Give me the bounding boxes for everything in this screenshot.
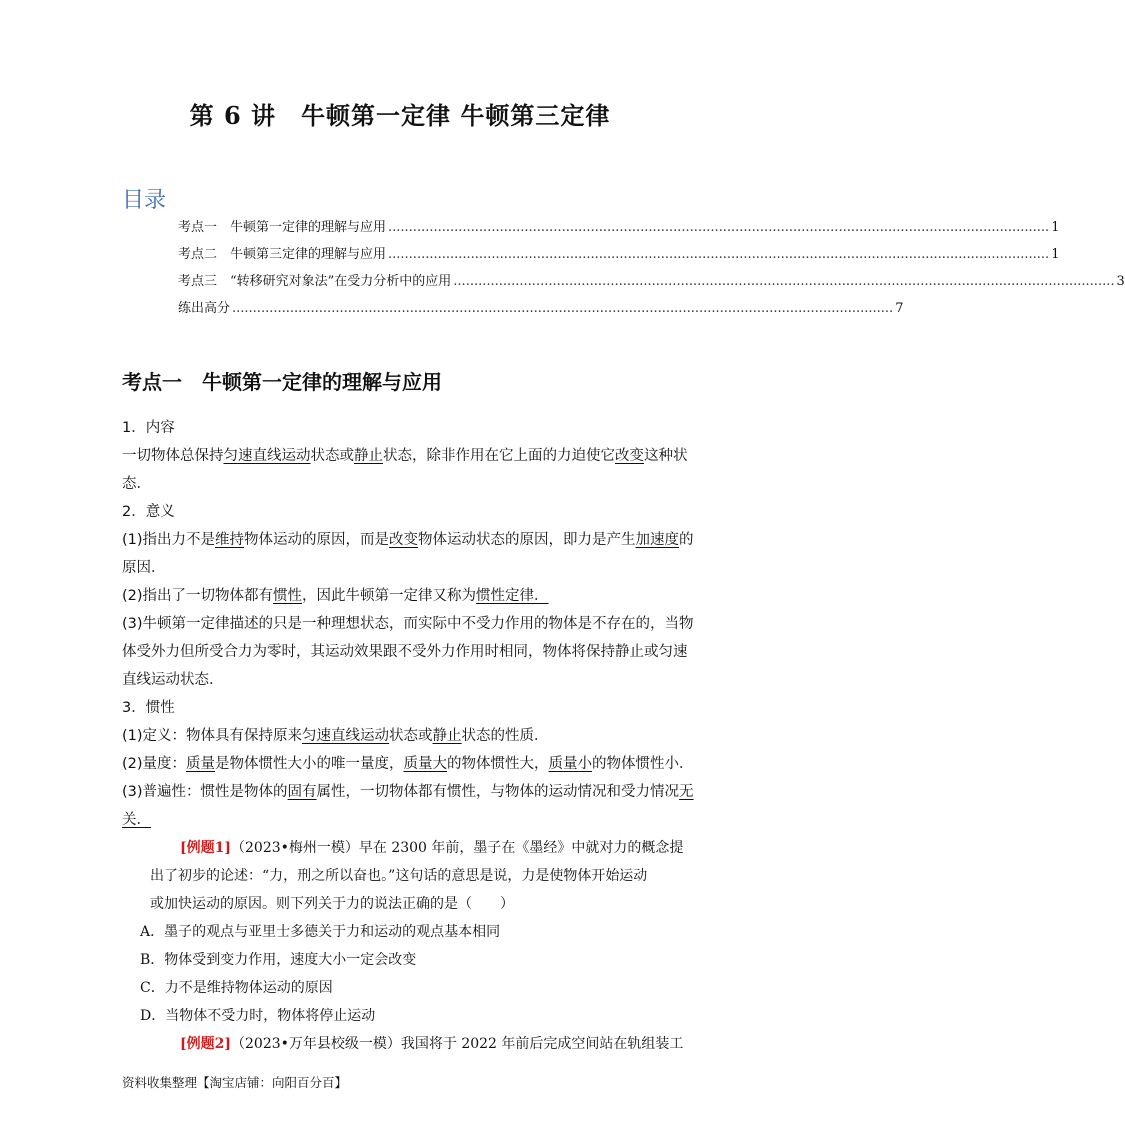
toc-leader-dots: ................................................................................................................................................................ bbox=[232, 301, 894, 316]
body-line: (3)牛顿第一定律描述的只是一种理想状态，而实际中不受力作用的物体是不存在的，当物 bbox=[122, 616, 694, 632]
option-c[interactable]: C．力不是维持物体运动的原因 bbox=[140, 980, 333, 996]
toc-item-label: 考点一 牛顿第一定律的理解与应用 bbox=[178, 220, 387, 235]
body-line: 原因． bbox=[122, 560, 166, 576]
toc-leader-dots: ................................................................................................................................................................ bbox=[388, 247, 1050, 262]
section-heading: 考点一 牛顿第一定律的理解与应用 bbox=[122, 370, 442, 394]
option-a[interactable]: A．墨子的观点与亚里士多德关于力和运动的观点基本相同 bbox=[140, 924, 501, 940]
body-line: (2)量度：质量是物体惯性大小的唯一量度，质量大的物体惯性大，质量小的物体惯性小． bbox=[122, 756, 694, 772]
body-line: 关． bbox=[122, 812, 151, 828]
page-title: 第 6 讲 牛顿第一定律 牛顿第三定律 bbox=[189, 101, 611, 130]
toc-item[interactable] bbox=[178, 270, 1125, 290]
toc-leader-dots: ................................................................................................................................................................ bbox=[453, 274, 1115, 289]
example-1-line: 或加快运动的原因。则下列关于力的说法正确的是（ ） bbox=[150, 896, 514, 912]
toc-item-label: 练出高分 bbox=[178, 301, 231, 316]
toc-item[interactable] bbox=[178, 243, 1060, 263]
body-line: 态． bbox=[122, 476, 151, 492]
toc-heading: 目录 bbox=[122, 188, 167, 213]
option-d[interactable]: D．当物体不受力时，物体将停止运动 bbox=[140, 1008, 376, 1024]
paragraph-number: 1．内容 bbox=[122, 420, 175, 436]
toc-item-page: 1 bbox=[1051, 220, 1060, 235]
option-b[interactable]: B．物体受到变力作用，速度大小一定会改变 bbox=[140, 952, 417, 968]
example-1-line: 出了初步的论述：“力，刑之所以奋也。”这句话的意思是说，力是使物体开始运动 bbox=[150, 868, 648, 884]
toc-item-label: 考点三 “转移研究对象法”在受力分析中的应用 bbox=[178, 274, 452, 289]
toc-item[interactable] bbox=[178, 216, 1060, 236]
toc-item-page: 1 bbox=[1051, 247, 1060, 262]
body-line: 体受外力但所受合力为零时，其运动效果跟不受外力作用时相同，物体将保持静止或匀速 bbox=[122, 644, 688, 660]
body-line: (1)指出力不是维持物体运动的原因，而是改变物体运动状态的原因，即力是产生加速度的 bbox=[122, 532, 694, 548]
paragraph-number: 2．意义 bbox=[122, 504, 175, 520]
toc-item-page: 7 bbox=[895, 301, 904, 316]
example-tag: [例题1] bbox=[180, 840, 231, 856]
footer-note: 资料收集整理【淘宝店铺：向阳百分百】 bbox=[122, 1075, 348, 1090]
body-line: (3)普遍性：惯性是物体的固有属性，一切物体都有惯性，与物体的运动情况和受力情况无 bbox=[122, 784, 694, 800]
toc-item[interactable] bbox=[178, 297, 904, 317]
paragraph-number: 3．惯性 bbox=[122, 700, 175, 716]
toc-item-page: 3 bbox=[1116, 274, 1125, 289]
example-tag: [例题2] bbox=[180, 1036, 231, 1052]
toc-leader-dots: ................................................................................................................................................................ bbox=[388, 220, 1050, 235]
example-2-line: [例题2]（2023•万年县校级一模）我国将于 2022 年前后完成空间站在轨组装工 bbox=[180, 1036, 684, 1052]
body-line: (1)定义：物体具有保持原来匀速直线运动状态或静止状态的性质． bbox=[122, 728, 549, 744]
body-line: (2)指出了一切物体都有惯性，因此牛顿第一定律又称为惯性定律． bbox=[122, 588, 549, 604]
body-line: 直线运动状态． bbox=[122, 672, 224, 688]
body-line: 一切物体总保持匀速直线运动状态或静止状态，除非作用在它上面的力迫使它改变这种状 bbox=[122, 448, 688, 464]
example-1-line: [例题1]（2023•梅州一模）早在 2300 年前，墨子在《墨经》中就对力的概念提 bbox=[180, 840, 684, 856]
toc-item-label: 考点二 牛顿第三定律的理解与应用 bbox=[178, 247, 387, 262]
